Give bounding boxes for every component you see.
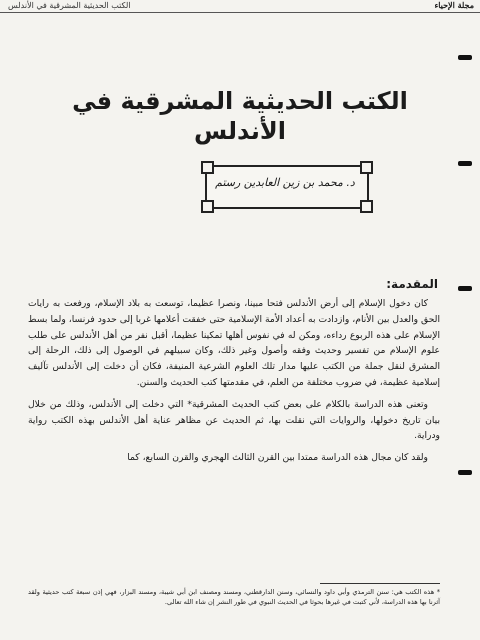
running-title: الكتب الحديثية المشرقية في الأندلس xyxy=(8,1,131,10)
margin-mark xyxy=(458,286,472,291)
margin-mark xyxy=(458,55,472,60)
margin-mark xyxy=(458,470,472,475)
paragraph: كان دخول الإسلام إلى أرض الأندلس فتحا مبينا، ونصرا عظيما، توسعت به بلاد الإسلام، ورفعت به رايات الحق والعدل بين الأنام، وازدادت به أعداد الأمة الإسلامية حتى خفقت أعلامها غربا إلى حدود فرنسا، ولما بسط الإسلام على هذه الربوع رداءه، ومكن له في نفوس أهلها تمكينا عظيما، أقبل نفر من أهل الأندلس على طلب علوم الإسلام من تفسير وحديث وفقه وأصول وغير ذلك، وكان سبيلهم في الوصول إلى ذلك، الرحلة إلى المشرق لنقل جملة من الكتب عليها مدار تلك العلوم الشرعية المنيفة، فكان أن دخلت إلى الأندلس تآليف إسلامية عظيمة، في ضروب مختلفة من العلم، في مقدمتها كتب الحديث والسنن. xyxy=(28,298,440,388)
footnote: * هذه الكتب هي: سنن الترمذي وأبي داود والنسائي، وسنن الدارقطني، ومسند ومصنف ابن أبي شيبة، ومسند البزار، فهي إذن سبعة كتب حديثية ولقد آثرنا بها هذه الدراسة، لأني كتبت في غيرها بحوثا في الحديث النبوي في طور النشر إن شاء الله تعالى. xyxy=(28,588,440,606)
paragraph: وتعنى هذه الدراسة بالكلام على بعض كتب الحديث المشرقية* التي دخلت إلى الأندلس، وذلك من خلال بيان تاريخ دخولها، والروايات التي نقلت بها، ثم الحديث عن مظاهر عناية أهل الأندلس بهذه الكتب رواية ودراية. xyxy=(28,398,440,442)
article-body xyxy=(28,296,440,472)
article-title: الكتب الحديثية المشرقية في الأندلس xyxy=(72,87,408,145)
margin-mark xyxy=(458,161,472,166)
footnote-divider xyxy=(320,583,440,584)
running-header xyxy=(0,0,480,13)
section-heading: المقدمة: xyxy=(386,277,438,291)
author-name: د. محمد بن زين العابدين رستم xyxy=(215,176,355,189)
paragraph: ولقد كان مجال هذه الدراسة ممتدا بين القرن الثالث الهجري والقرن السابع، كما xyxy=(127,452,428,464)
journal-name: مجلة الإحياء xyxy=(434,0,474,10)
